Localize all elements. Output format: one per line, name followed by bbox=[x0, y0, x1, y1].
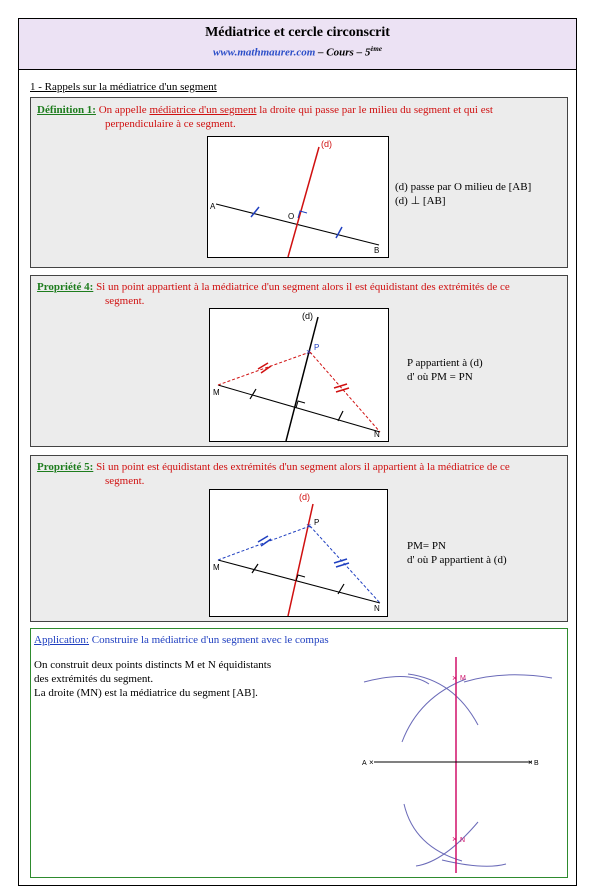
label-d: (d) bbox=[302, 311, 313, 321]
label-o: O bbox=[288, 212, 295, 221]
property-5-text: Propriété 5: Si un point est équidistant des extrémités d'un segment alors il appartient à la médiatrice de ce bbox=[37, 461, 510, 473]
property-5-text-2: segment. bbox=[105, 475, 145, 487]
application-label: Application: bbox=[34, 634, 89, 646]
application-text-2: des extrémités du segment. bbox=[34, 673, 154, 685]
label-a: A bbox=[210, 202, 216, 211]
property-4-figure-svg bbox=[210, 309, 388, 441]
property-5-label: Propriété 5: bbox=[37, 461, 94, 473]
tick-mark bbox=[252, 564, 258, 573]
property-5-figure-svg bbox=[210, 490, 387, 616]
compass-arc bbox=[416, 822, 478, 866]
label-d: (d) bbox=[299, 492, 310, 502]
application-text-3: La droite (MN) est la médiatrice du segment [AB]. bbox=[34, 687, 258, 699]
label-n: N bbox=[374, 430, 380, 439]
compass-arc bbox=[408, 674, 478, 725]
label-a: A bbox=[362, 760, 367, 767]
definition-label: Définition 1: bbox=[37, 104, 96, 116]
tick-mark bbox=[251, 207, 259, 217]
tick-mark bbox=[336, 388, 349, 392]
compass-arc bbox=[404, 804, 462, 861]
label-d: (d) bbox=[321, 139, 332, 149]
application-figure-svg bbox=[354, 652, 560, 873]
point-marker-icon: × bbox=[369, 758, 374, 767]
point-marker-icon: × bbox=[528, 758, 533, 767]
tick-mark bbox=[258, 536, 268, 542]
site-link[interactable]: www.mathmaurer.com bbox=[213, 46, 316, 59]
point-marker-icon: × bbox=[452, 834, 458, 844]
property-4-text-2: segment. bbox=[105, 295, 145, 307]
property-4-box bbox=[30, 275, 568, 447]
property-5-note-1: PM= PN bbox=[407, 540, 446, 552]
application-heading bbox=[34, 633, 329, 647]
label-n: N bbox=[374, 604, 380, 613]
application-figure bbox=[354, 652, 560, 873]
compass-arc bbox=[442, 860, 506, 866]
page-header bbox=[19, 19, 576, 70]
segment-pn bbox=[310, 352, 380, 432]
definition-note-2: (d) ⊥ [AB] bbox=[395, 195, 446, 207]
page-title: Médiatrice et cercle circonscrit bbox=[205, 25, 390, 40]
page-subtitle bbox=[19, 45, 576, 59]
line-d bbox=[286, 317, 318, 441]
definition-figure-svg bbox=[208, 137, 388, 257]
point-marker-icon: × bbox=[306, 521, 312, 531]
label-p: P bbox=[314, 518, 320, 527]
point-marker-icon: × bbox=[452, 673, 458, 683]
tick-mark bbox=[336, 563, 349, 567]
application-title: Construire la médiatrice d'un segment avec le compas bbox=[91, 634, 329, 646]
property-4-note-2: d' où PM = PN bbox=[407, 371, 473, 383]
course-label: – Cours – 5 bbox=[315, 46, 371, 59]
definition-term: médiatrice d'un segment bbox=[149, 104, 257, 116]
right-angle-mark bbox=[296, 401, 305, 408]
application-box bbox=[30, 628, 568, 878]
property-4-figure bbox=[209, 308, 389, 442]
segment-pm bbox=[218, 352, 310, 385]
property-5-box bbox=[30, 455, 568, 622]
definition-box bbox=[30, 97, 568, 268]
label-b: B bbox=[374, 246, 380, 255]
property-4-label: Propriété 4: bbox=[37, 281, 94, 293]
definition-text-2: perpendiculaire à ce segment. bbox=[105, 118, 236, 130]
label-m: M bbox=[213, 388, 220, 397]
definition-figure bbox=[207, 136, 389, 258]
property-5-figure bbox=[209, 489, 388, 617]
compass-arc bbox=[464, 675, 552, 682]
line-d bbox=[288, 147, 319, 257]
tick-mark bbox=[336, 227, 342, 238]
compass-arc bbox=[364, 676, 429, 684]
definition-note-1: (d) passe par O milieu de [AB] bbox=[395, 181, 532, 193]
label-p: P bbox=[314, 343, 320, 352]
tick-mark bbox=[338, 411, 343, 421]
application-text-1: On construit deux points distincts M et N équidistants bbox=[34, 659, 272, 671]
property-4-note-1: P appartient à (d) bbox=[407, 357, 483, 369]
property-4-text: Propriété 4: Si un point appartient à la médiatrice d'un segment alors il est équidistant des extrémités de ce bbox=[37, 281, 510, 293]
definition-text: Définition 1: On appelle médiatrice d'un segment la droite qui passe par le milieu du segment et qui est bbox=[37, 104, 493, 116]
right-angle-mark bbox=[296, 575, 305, 581]
label-m: M bbox=[460, 675, 466, 682]
tick-mark bbox=[250, 389, 256, 399]
label-n: N bbox=[460, 837, 466, 844]
label-m: M bbox=[213, 563, 220, 572]
property-5-note-2: d' où P appartient à (d) bbox=[407, 554, 507, 566]
section-title: 1 - Rappels sur la médiatrice d'un segment bbox=[30, 81, 217, 93]
point-marker-icon: × bbox=[306, 347, 312, 357]
course-sup: ème bbox=[370, 45, 382, 53]
label-b: B bbox=[534, 760, 539, 767]
